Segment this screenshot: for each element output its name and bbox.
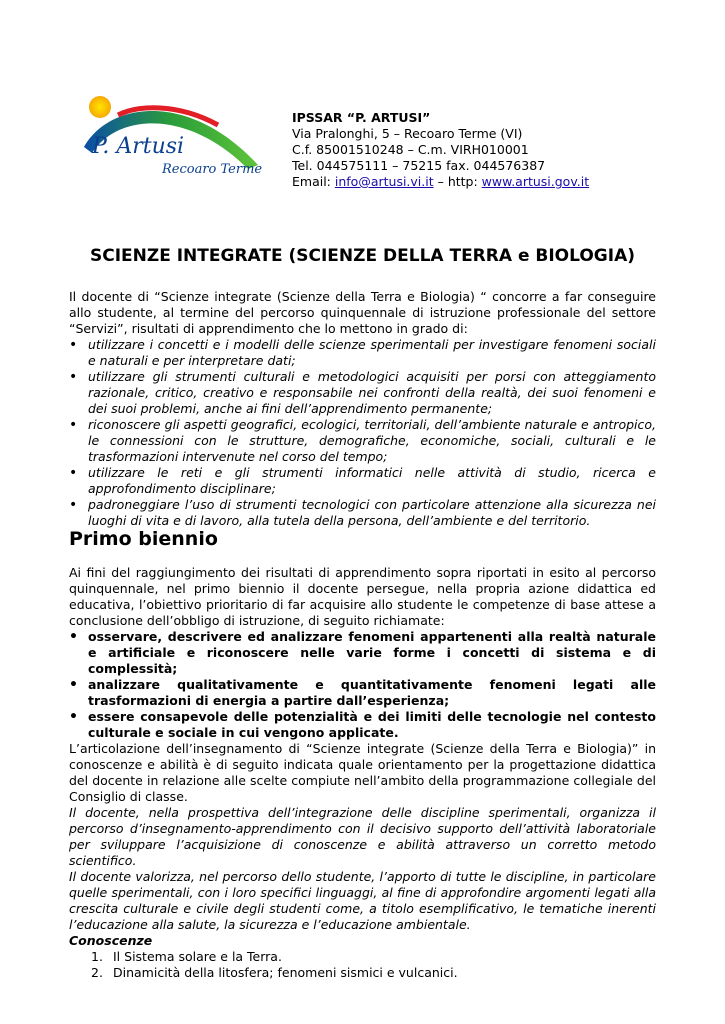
competence-item: • osservare, descrivere ed analizzare fenomeni appartenenti alla realtà naturale e artificiale e riconoscere nelle varie forme i concetti di sistema e di complessità; bbox=[69, 629, 656, 677]
competence-item: • analizzare qualitativamente e quantitativamente fenomeni legati alle trasformazioni di energia a partire dall’esperienza; bbox=[69, 677, 656, 709]
goal-item: • utilizzare i concetti e i modelli delle scienze sperimentali per investigare fenomeni sociali e naturali e per interpretare dati; bbox=[69, 337, 656, 369]
competence-item: • essere consapevole delle potenzialità e dei limiti delle tecnologie nel contesto culturale e sociale in cui vengono applicate. bbox=[69, 709, 656, 741]
italic-paragraph-1: Il docente, nella prospettiva dell’integrazione delle discipline sperimentali, organizza il percorso d’insegnamento-apprendimento con il decisivo supporto dell’attività laboratoriale per sviluppare l’acquisizione di conoscenze e abilità attraverso un corretto metodo scientifico. bbox=[69, 805, 656, 868]
document-title: SCIENZE INTEGRATE (SCIENZE DELLA TERRA e BIOLOGIA) bbox=[89, 246, 636, 266]
goals-list bbox=[69, 337, 656, 529]
school-logo bbox=[78, 95, 268, 183]
knowledge-list bbox=[91, 949, 656, 981]
section-heading: Primo biennio bbox=[69, 528, 218, 550]
school-codes: C.f. 85001510248 – C.m. VIRH010001 bbox=[292, 142, 529, 157]
school-header bbox=[292, 110, 589, 190]
goal-item: • padroneggiare l’uso di strumenti tecnologici con particolare attenzione alla sicurezza nei luoghi di vita e di lavoro, alla tutela della persona, dell’ambiente e del territorio. bbox=[69, 497, 656, 529]
knowledge-heading: Conoscenze bbox=[69, 933, 153, 948]
school-phone: Tel. 044575111 – 75215 fax. 044576387 bbox=[292, 158, 546, 173]
http-separator: – http: bbox=[433, 174, 482, 189]
intro-section bbox=[69, 289, 656, 529]
website-link[interactable]: www.artusi.gov.it bbox=[481, 174, 590, 189]
goal-item: • utilizzare gli strumenti culturali e metodologici acquisiti per porsi con atteggiamento razionale, critico, creativo e responsabile nei confronti della realtà, dei suoi fenomeni e dei suoi problemi, anche ai fini dell’apprendimento permanente; bbox=[69, 369, 656, 417]
goal-item: • utilizzare le reti e gli strumenti informatici nelle attività di studio, ricerca e approfondimento disciplinare; bbox=[69, 465, 656, 497]
school-name: IPSSAR “P. ARTUSI” bbox=[292, 110, 431, 125]
knowledge-item: 2. Dinamicità della litosfera; fenomeni sismici e vulcanici. bbox=[91, 965, 458, 980]
email-label: Email: bbox=[292, 174, 335, 189]
italic-paragraph-2: Il docente valorizza, nel percorso dello studente, l’apporto di tutte le discipline, in particolare quelle sperimentali, con i loro specifici linguaggi, al fine di approfondire argomenti legati alla crescita culturale e civile degli studenti come, a titolo esemplificativo, le tematiche inerenti l’educazione alla salute, la sicurezza e l’educazione ambientale. bbox=[69, 869, 656, 932]
intro-paragraph: Il docente di “Scienze integrate (Scienze della Terra e Biologia) “ concorre a far conseguire allo studente, al termine del percorso quinquennale di istruzione professionale del settore “Servizi”, risultati di apprendimento che lo mettono in grado di: bbox=[69, 289, 656, 336]
school-address: Via Pralonghi, 5 – Recoaro Terme (VI) bbox=[292, 126, 523, 141]
goal-item: • riconoscere gli aspetti geografici, ecologici, territoriali, dell’ambiente naturale e antropico, le connessioni con le strutture, demografiche, economiche, sociali, culturali e le trasformazioni intervenute nel corso del tempo; bbox=[69, 417, 656, 465]
articulation-paragraph: L’articolazione dell’insegnamento di “Scienze integrate (Scienze della Terra e Biologia)” in conoscenze e abilità è di seguito indicata quale orientamento per la progettazione didattica del docente in relazione alle scelte compiute nell’ambito della programmazione collegiale del Consiglio di classe. bbox=[69, 741, 656, 804]
logo-text-main: P. Artusi bbox=[92, 134, 185, 159]
knowledge-item: 1. Il Sistema solare e la Terra. bbox=[91, 949, 282, 964]
competences-list bbox=[69, 629, 656, 741]
biennio-section bbox=[69, 565, 656, 981]
school-contacts bbox=[292, 174, 589, 190]
email-link[interactable]: info@artusi.vi.it bbox=[334, 174, 434, 189]
logo-text-sub: Recoaro Terme bbox=[162, 162, 263, 177]
biennio-intro: Ai fini del raggiungimento dei risultati di apprendimento sopra riportati in esito al percorso quinquennale, nel primo biennio il docente persegue, nella propria azione didattica ed educativa, l’obiettivo prioritario di far acquisire allo studente le competenze di base attese a conclusione dell’obbligo di istruzione, di seguito richiamate: bbox=[69, 565, 656, 628]
